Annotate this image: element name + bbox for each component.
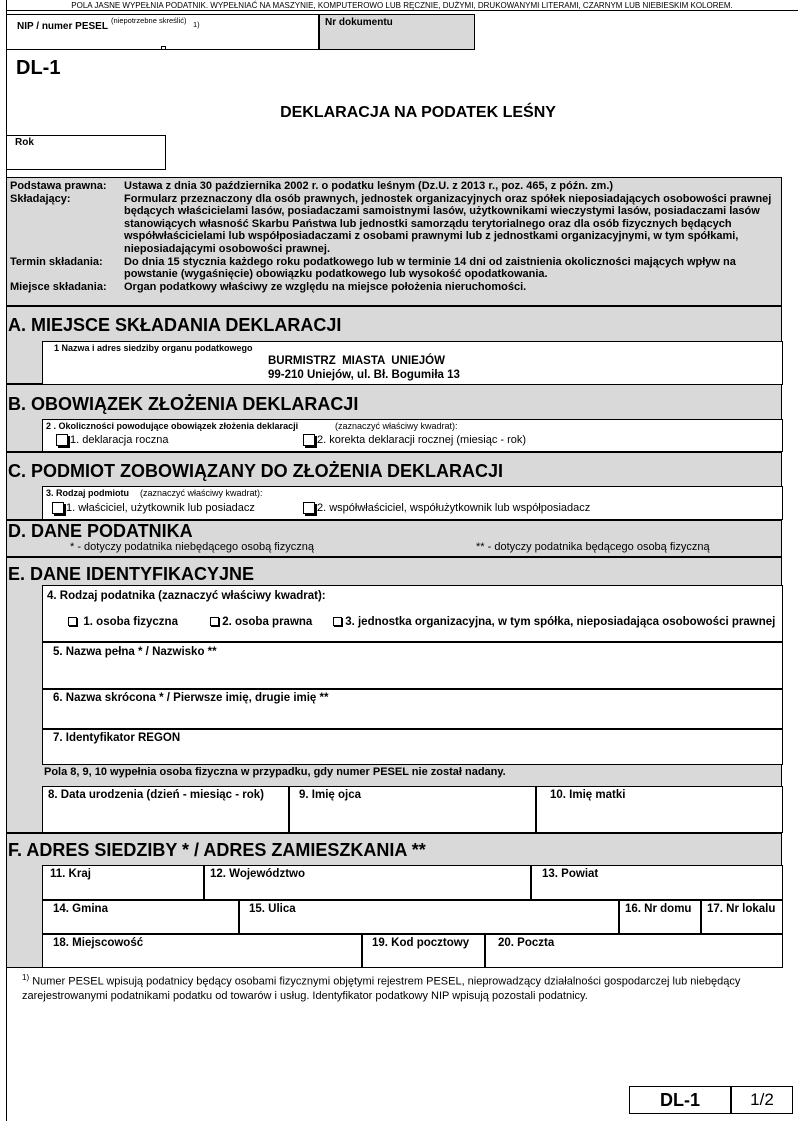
organ-line2: 99-210 Uniejów, ul. Bł. Bogumiła 13 xyxy=(268,369,460,381)
section-f xyxy=(6,833,782,968)
powiat-field[interactable] xyxy=(531,865,783,900)
option-osoba-prawna[interactable] xyxy=(210,616,312,628)
wojewodztwo-field[interactable] xyxy=(204,865,531,900)
info-label-skladajacy: Składający: xyxy=(10,192,71,205)
data-urodzenia-field[interactable] xyxy=(42,786,289,833)
nr-dokumentu-field xyxy=(319,14,475,50)
section-d xyxy=(6,520,782,557)
info-label-miejsce: Miejsce składania: xyxy=(10,280,107,293)
kod-pocztowy-field[interactable] xyxy=(362,934,485,968)
section-c-title: C. PODMIOT ZOBOWIĄZANY DO ZŁOŻENIA DEKLARACJI xyxy=(8,461,503,481)
section-a-title: A. MIEJSCE SKŁADANIA DEKLARACJI xyxy=(8,315,342,335)
info-block xyxy=(6,177,782,306)
imie-matki-field[interactable] xyxy=(536,786,783,833)
imie-matki-label: 10. Imię matki xyxy=(550,789,626,801)
gmina-field[interactable] xyxy=(42,900,239,934)
checkbox-icon[interactable] xyxy=(303,502,315,514)
nip-pesel-field[interactable] xyxy=(6,14,319,50)
nip-pesel-label: NIP / numer PESEL xyxy=(17,21,108,32)
rodzaj-podatnika-label: 4. Rodzaj podatnika (zaznaczyć właściwy kwadrat): xyxy=(47,590,326,602)
poczta-field[interactable] xyxy=(485,934,783,968)
section-b xyxy=(6,384,782,452)
nazwa-pelna-label: 5. Nazwa pełna * / Nazwisko ** xyxy=(53,646,217,658)
okolicznosci-field xyxy=(42,419,783,452)
info-text-podstawa: Ustawa z dnia 30 października 2002 r. o podatku leśnym (Dz.U. z 2013 r., poz. 465, z późn. zm.) xyxy=(124,180,614,192)
checkbox-icon[interactable] xyxy=(333,617,342,626)
rok-label: Rok xyxy=(15,137,34,148)
rok-field[interactable] xyxy=(6,135,166,170)
section-e xyxy=(6,557,782,833)
organ-podatkowy-label: 1 Nazwa i adres siedziby organu podatkowego xyxy=(54,343,253,353)
nr-domu-label: 16. Nr domu xyxy=(625,903,692,915)
info-text-skladajacy: Formularz przeznaczony dla osób prawnych, jednostek organizacyjnych oraz spółek nieposiadających osobowości prawnej będących właścicielami lasów, posiadaczami samoistnymi lasów, użytkownikami wieczystymi lasów, posiadaczami lasów stanowiących własność Skarbu Państwa lub jednostki samorządu terytorialnego oraz dla osób fizycznych będących współwłaścicielami lub współposiadaczami z osobami prawnymi lub z jednostkami organizacyjnymi, w tym spółkami, nieposiadającymi osobowości prawnej. xyxy=(124,192,772,255)
checkbox-icon[interactable] xyxy=(68,617,77,626)
option-deklaracja-roczna-label: 1. deklaracja roczna xyxy=(70,434,169,446)
nazwa-pelna-field[interactable] xyxy=(42,642,783,689)
checkbox-icon[interactable] xyxy=(56,434,68,446)
rodzaj-podmiotu-hint: (zaznaczyć właściwy kwadrat): xyxy=(140,488,263,498)
section-f-title: F. ADRES SIEDZIBY * / ADRES ZAMIESZKANIA ** xyxy=(8,840,426,860)
miejscowosc-label: 18. Miejscowość xyxy=(53,937,144,949)
nr-dokumentu-label: Nr dokumentu xyxy=(325,17,393,28)
kod-pocztowy-label: 19. Kod pocztowy xyxy=(372,937,470,949)
footnote-mark: 1) xyxy=(22,973,30,982)
top-instruction: POLA JASNE WYPEŁNIA PODATNIK. WYPEŁNIAĆ NA MASZYNIE, KOMPUTEROWO LUB RĘCZNIE, DUŻYMI, DRUKOWANYMI LITERAMI, CZARNYM LUB NIEBIESKIM KOLOREM. xyxy=(6,0,798,11)
footer-code: DL-1 xyxy=(660,1090,700,1110)
ulica-field[interactable] xyxy=(239,900,619,934)
option-jednostka[interactable] xyxy=(333,616,775,628)
wojewodztwo-label: 12. Województwo xyxy=(210,868,305,880)
gmina-label: 14. Gmina xyxy=(53,903,108,915)
okolicznosci-label: 2 . Okoliczności powodujące obowiązek złożenia deklaracji xyxy=(46,421,299,431)
regon-field[interactable] xyxy=(42,729,783,765)
section-d-title: D. DANE PODATNIKA xyxy=(8,521,193,541)
nazwa-skrocona-label: 6. Nazwa skrócona * / Pierwsze imię, drugie imię ** xyxy=(53,692,329,704)
powiat-label: 13. Powiat xyxy=(542,868,599,880)
section-e-title: E. DANE IDENTYFIKACYJNE xyxy=(8,564,255,584)
regon-label: 7. Identyfikator REGON xyxy=(53,732,181,744)
nip-pesel-note: (niepotrzebne skreślić) xyxy=(111,16,187,25)
option-osoba-fizyczna[interactable] xyxy=(68,616,178,628)
nr-domu-field[interactable] xyxy=(619,900,701,934)
option-jednostka-label: 3. jednostka organizacyjna, w tym spółka, nieposiadająca osobowości prawnej xyxy=(345,616,776,628)
option-wlasciciel[interactable] xyxy=(52,502,255,514)
option-korekta-label: 2. korekta deklaracji rocznej (miesiąc - rok) xyxy=(317,434,527,446)
option-wspolwlasciciel[interactable] xyxy=(303,502,590,514)
section-c xyxy=(6,452,782,520)
footer-page: 1/2 xyxy=(750,1090,774,1109)
nip-tick-mark xyxy=(161,46,166,50)
poczta-label: 20. Poczta xyxy=(498,937,555,949)
footer-code-box xyxy=(629,1086,731,1114)
okolicznosci-hint: (zaznaczyć właściwy kwadrat): xyxy=(335,421,458,431)
nazwa-skrocona-field[interactable] xyxy=(42,689,783,729)
option-osoba-fizyczna-label: 1. osoba fizyczna xyxy=(83,616,178,628)
footer-page-box xyxy=(731,1086,793,1114)
imie-ojca-label: 9. Imię ojca xyxy=(299,789,362,801)
option-osoba-prawna-label: 2. osoba prawna xyxy=(222,616,313,628)
option-wspolwlasciciel-label: 2. współwłaściciel, współużytkownik lub współposiadacz xyxy=(317,502,591,514)
nr-lokalu-label: 17. Nr lokalu xyxy=(707,903,776,915)
checkbox-icon[interactable] xyxy=(210,617,219,626)
option-wlasciciel-label: 1. właściciel, użytkownik lub posiadacz xyxy=(66,502,255,514)
info-label-podstawa: Podstawa prawna: xyxy=(10,180,107,192)
organ-podatkowy-field[interactable] xyxy=(42,341,783,385)
rodzaj-podmiotu-label: 3. Rodzaj podmiotu xyxy=(46,488,129,498)
form-code: DL-1 xyxy=(16,57,61,79)
info-text-termin: Do dnia 15 stycznia każdego roku podatkowego lub w terminie 14 dni od zaistnienia okoliczności mających wpływ na powstanie (wygaśnięcie) obowiązku podatkowego lub wysokość opodatkowania. xyxy=(124,255,736,281)
pesel-note: Pola 8, 9, 10 wypełnia osoba fizyczna w przypadku, gdy numer PESEL nie został nadany. xyxy=(44,766,506,778)
checkbox-icon[interactable] xyxy=(52,502,64,514)
section-b-title: B. OBOWIĄZEK ZŁOŻENIA DEKLARACJI xyxy=(8,394,359,414)
rodzaj-podmiotu-field xyxy=(42,486,783,520)
option-deklaracja-roczna[interactable] xyxy=(56,434,168,446)
data-urodzenia-label: 8. Data urodzenia (dzień - miesiąc - rok) xyxy=(48,789,264,801)
footnote xyxy=(22,971,742,1003)
section-d-note1: * - dotyczy podatnika niebędącego osobą fizyczną xyxy=(70,541,314,553)
info-label-termin: Termin składania: xyxy=(10,255,103,268)
imie-ojca-field[interactable] xyxy=(289,786,536,833)
section-a xyxy=(6,306,782,384)
info-text-miejsce: Organ podatkowy właściwy ze względu na miejsce położenia nieruchomości. xyxy=(124,280,527,293)
checkbox-icon[interactable] xyxy=(303,434,315,446)
nr-lokalu-field[interactable] xyxy=(701,900,783,934)
section-d-note2: ** - dotyczy podatnika będącego osobą fizyczną xyxy=(476,541,710,553)
option-korekta[interactable] xyxy=(303,434,526,446)
kraj-field[interactable] xyxy=(42,865,204,900)
footnote-text: Numer PESEL wpisują podatnicy będący osobami fizycznymi objętymi rejestrem PESEL, nieprowadzący działalności gospodarczej lub niebędący zarejestrowanymi podatnikami podatku od towarów i usług. Identyfikator podatkowy NIP wpisują pozostali podatnicy. xyxy=(22,975,741,1002)
organ-line1: BURMISTRZ MIASTA UNIEJÓW xyxy=(268,355,445,367)
miejscowosc-field[interactable] xyxy=(42,934,362,968)
form-title: DEKLARACJA NA PODATEK LEŚNY xyxy=(280,104,556,121)
ulica-label: 15. Ulica xyxy=(249,903,296,915)
kraj-label: 11. Kraj xyxy=(50,868,91,880)
rodzaj-podatnika-field xyxy=(42,585,783,642)
nip-footnote-mark: 1) xyxy=(193,20,200,29)
